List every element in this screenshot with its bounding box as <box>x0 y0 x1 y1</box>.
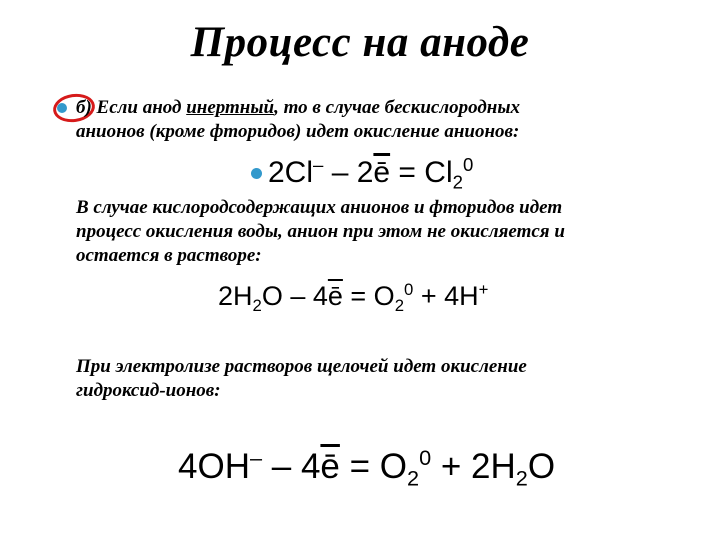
equation-hydroxide-oxidation <box>178 445 555 492</box>
paragraph-line: При электролизе растворов щелочей идет окисление <box>76 356 527 377</box>
eq-charge: 0 <box>462 154 474 175</box>
eq-electron: $\overline{ē}$ <box>327 281 343 312</box>
eq-index: 2 <box>407 465 420 491</box>
eq-electron: $\overline{ē}$ <box>320 447 340 487</box>
eq-term: 2Cl <box>268 156 314 190</box>
eq-term: + 4H <box>413 281 479 312</box>
eq-term: 2H <box>218 281 253 312</box>
paragraph-inert-anode <box>76 96 520 144</box>
eq-term: – 4 <box>262 447 321 487</box>
eq-index: 2 <box>452 171 463 193</box>
paragraph-line: остается в растворе: <box>76 245 262 266</box>
eq-term: = Cl <box>390 156 453 190</box>
eq-charge: – <box>313 154 324 175</box>
eq-electron: $\overline{ē}$ <box>373 156 391 190</box>
eq-index: 2 <box>394 295 404 315</box>
equation-chloride-oxidation <box>268 154 473 194</box>
paragraph-line: гидроксид-ионов: <box>76 380 221 401</box>
paragraph-line: процесс окисления воды, анион при этом не окисляется и <box>76 221 565 242</box>
underlined-term: инертный <box>186 97 275 118</box>
eq-term: = O <box>339 447 408 487</box>
slide-title: Процесс на аноде <box>190 19 530 66</box>
eq-term: – 2 <box>323 156 374 190</box>
eq-term: 4OH <box>178 447 250 487</box>
text-suffix: , то в случае бескислородных <box>274 97 521 118</box>
eq-index: 2 <box>252 295 262 315</box>
text-prefix: б) Если анод <box>76 97 187 118</box>
paragraph-oxygen-anions <box>76 196 565 268</box>
eq-index: 2 <box>515 465 528 491</box>
eq-charge: 0 <box>419 445 432 470</box>
paragraph-line <box>76 96 520 120</box>
equation-water-oxidation <box>218 280 488 316</box>
paragraph-alkali-electrolysis <box>76 355 527 403</box>
eq-term: O <box>527 447 556 487</box>
paragraph-line: В случае кислородсодержащих анионов и фторидов идет <box>76 197 563 218</box>
eq-charge: – <box>249 445 263 470</box>
eq-term: O – 4 <box>261 281 328 312</box>
eq-term: + 2H <box>431 447 516 487</box>
paragraph-line: анионов (кроме фторидов) идет окисление анионов: <box>76 121 520 142</box>
bullet-icon <box>251 168 262 179</box>
eq-term: = O <box>342 281 395 312</box>
eq-charge: + <box>478 280 489 299</box>
eq-charge: 0 <box>404 280 414 299</box>
